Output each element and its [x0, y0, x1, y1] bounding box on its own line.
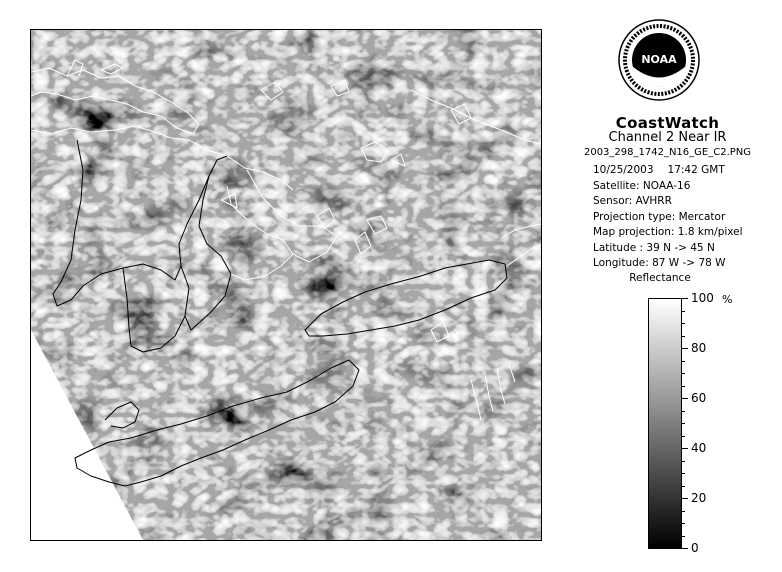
colorbar-major-tick	[682, 398, 688, 399]
colorbar	[648, 298, 682, 549]
colorbar-major-tick	[682, 298, 688, 299]
colorbar-minor-tick	[682, 336, 685, 337]
latitude-line: Latitude : 39 N -> 45 N	[593, 241, 715, 254]
colorbar-tick-label: 0	[691, 541, 699, 555]
datetime-row	[593, 163, 743, 179]
colorbar-tick-label: 100	[691, 291, 714, 305]
colorbar-minor-tick	[682, 311, 685, 312]
svg-text:NOAA: NOAA	[641, 53, 677, 66]
map-projection-line: Map projection: 1.8 km/pixel	[593, 226, 743, 238]
acquisition-date: 10/25/2003	[593, 164, 654, 176]
colorbar-minor-tick	[682, 361, 685, 362]
colorbar-minor-tick	[682, 511, 685, 512]
satellite-line: Satellite: NOAA-16	[593, 179, 691, 192]
colorbar-minor-tick	[682, 461, 685, 462]
channel-subtitle: Channel 2 Near IR	[608, 130, 727, 145]
colorbar-tick-label: 40	[691, 441, 707, 455]
colorbar-minor-tick	[682, 411, 685, 412]
colorbar-minor-tick	[682, 323, 685, 324]
colorbar-major-tick	[682, 448, 688, 449]
satellite-image	[30, 29, 542, 541]
noaa-logo	[618, 19, 700, 101]
acquisition-time: 17:42 GMT	[667, 164, 725, 176]
colorbar-title: Reflectance	[629, 272, 691, 284]
colorbar-tick-label: 20	[691, 491, 707, 505]
colorbar-tick-label: 60	[691, 391, 707, 405]
colorbar-unit: %	[722, 293, 733, 306]
colorbar-minor-tick	[682, 486, 685, 487]
colorbar-minor-tick	[682, 386, 685, 387]
colorbar-minor-tick	[682, 473, 685, 474]
projection-type-line: Projection type: Mercator	[593, 210, 726, 223]
colorbar-minor-tick	[682, 423, 685, 424]
colorbar-minor-tick	[682, 373, 685, 374]
colorbar-major-tick	[682, 548, 688, 549]
colorbar-major-tick	[682, 498, 688, 499]
metadata-list	[593, 163, 743, 272]
image-filename: 2003_298_1742_N16_GE_C2.PNG	[583, 147, 752, 158]
app-title: CoastWatch	[615, 114, 720, 132]
sensor-line: Sensor: AVHRR	[593, 195, 672, 207]
longitude-line: Longitude: 87 W -> 78 W	[593, 257, 726, 269]
colorbar-tick-label: 80	[691, 341, 707, 355]
colorbar-minor-tick	[682, 536, 685, 537]
colorbar-major-tick	[682, 348, 688, 349]
colorbar-minor-tick	[682, 436, 685, 437]
colorbar-minor-tick	[682, 523, 685, 524]
